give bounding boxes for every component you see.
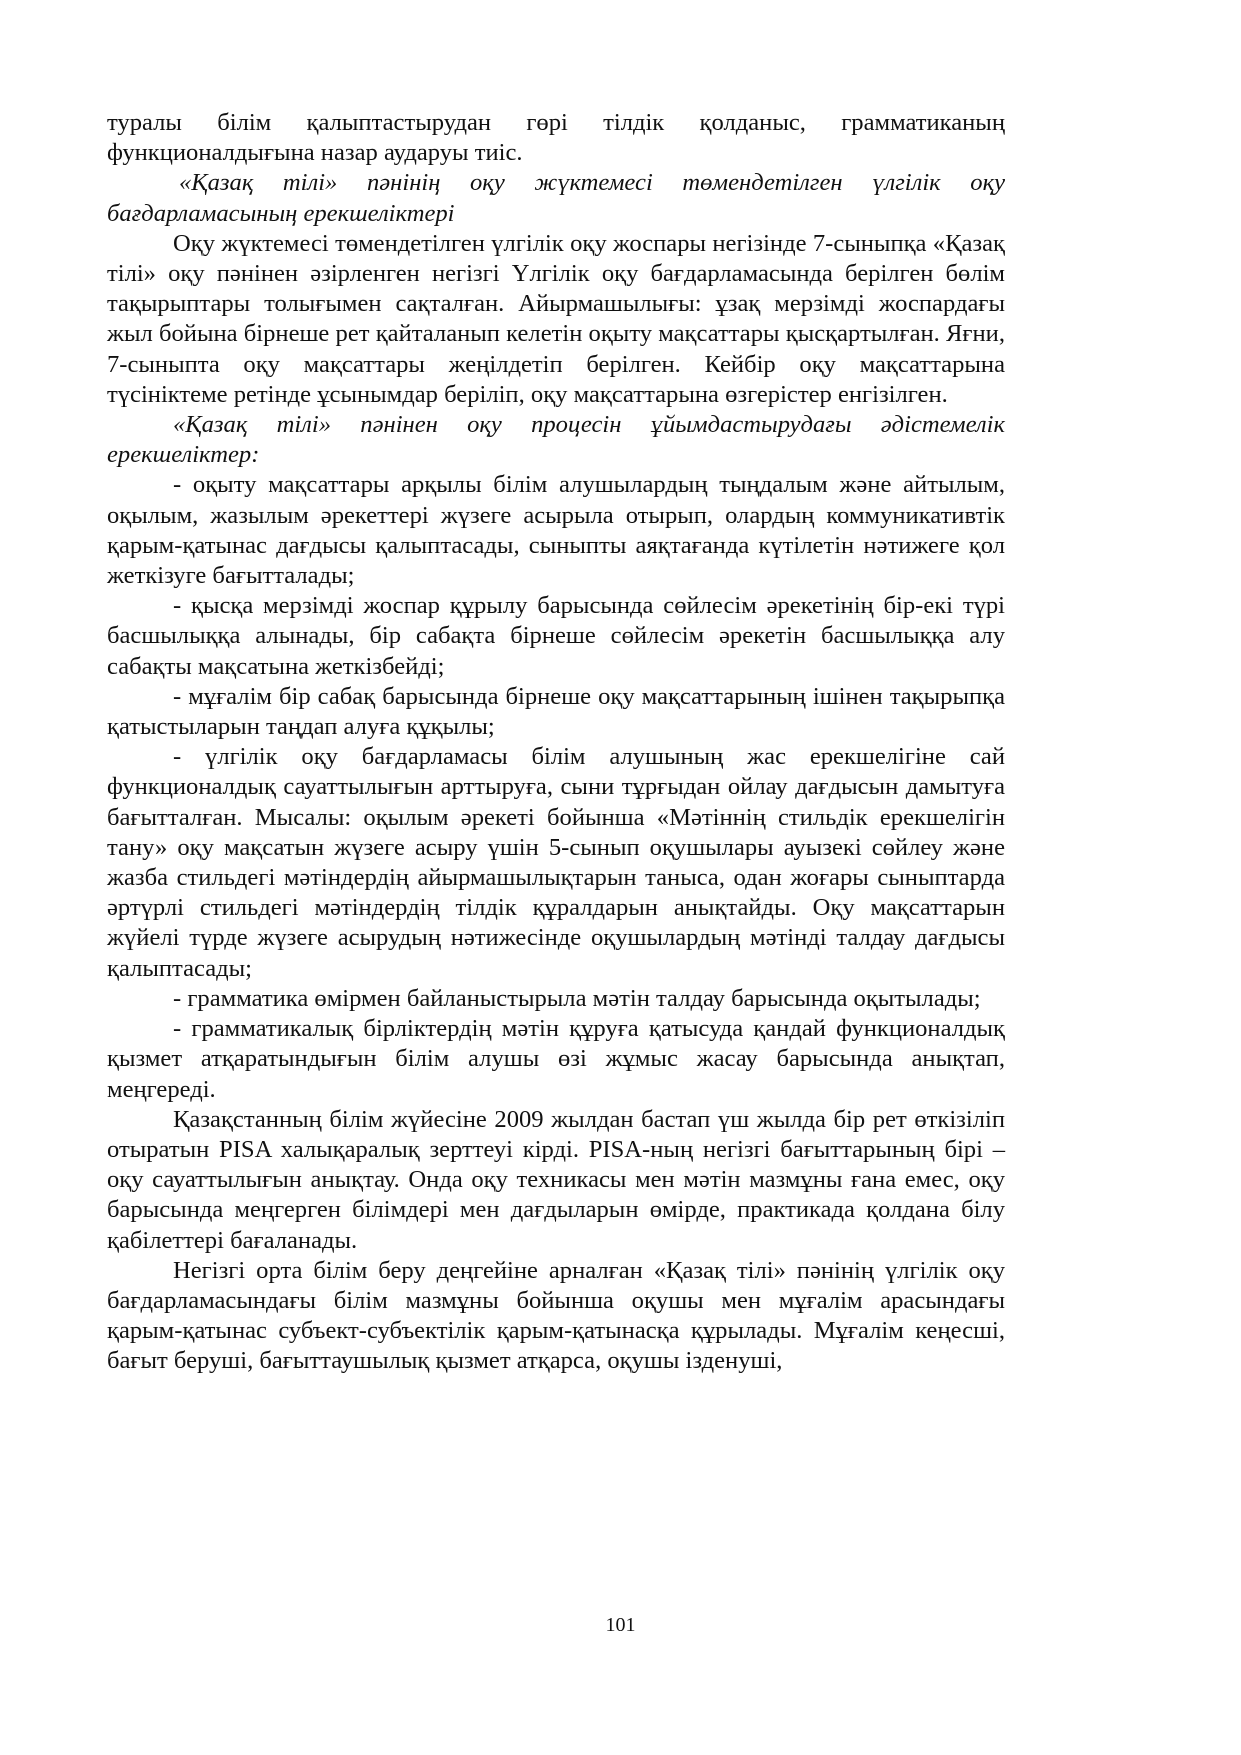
list-item-short-term-plan: - қысқа мерзімді жоспар құрылу барысында сөйлесім әрекетінің бір-екі түрі басшылыққа алынады, бір сабақта бірнеше сөйлесім әрекетін басшылыққа алу сабақты мақсатына жеткізбейді;: [107, 592, 1005, 680]
list-item-learning-objectives: - оқыту мақсаттары арқылы білім алушылардың тыңдалым және айтылым, оқылым, жазылым әрекеттері жүзеге асырыла отырып, олардың коммуникативтік қарым-қатынас дағдысы қалыптасады, сыныпты аяқтағанда күтілетін нәтижеге қол жеткізуге бағытталады;: [107, 471, 1005, 590]
paragraph-subject-relations: Негізгі орта білім беру деңгейіне арналған «Қазақ тілі» пәнінің үлгілік оқу бағдарламасындағы білім мазмұны бойынша оқушы мен мұғалім арасындағы қарым-қатынас субъект-субъектілік қарым-қатынасқа құрылады. Мұғалім кеңесші, бағыт беруші, бағыттаушылық қызмет атқарса, оқушы ізденуші,: [107, 1256, 1005, 1375]
list-item-functional-literacy: - үлгілік оқу бағдарламасы білім алушының жас ерекшелігіне сай функционалдық сауаттылығын арттыруға, сыни тұрғыдан ойлау дағдысын дамытуға бағытталған. Мысалы: оқылым әрекеті бойынша «Мәтіннің стильдік ерекшелігін тану» оқу мақсатын жүзеге асыру үшін 5-сынып оқушылары ауызекі сөйлеу және жазба стильдегі мәтіндердің айырмашылықтарын таныса, одан жоғары сыныптарда әртүрлі стильдегі мәтіндердің тілдік құралдарын анықтайды. Оқу мақсаттарын жүйелі түрде жүзеге асырудың нәтижесінде оқушылардың мәтінді талдау дағдысы қалыптасады;: [107, 743, 1005, 982]
list-item-grammar-units: - грамматикалық бірліктердің мәтін құруға қатысуда қандай функционалдық қызмет атқаратындығын білім алушы өзі жұмыс жасау барысында анықтап, меңгереді.: [107, 1015, 1005, 1103]
list-item-teacher-choice: - мұғалім бір сабақ барысында бірнеше оқу мақсаттарының ішінен тақырыпқа қатыстыларын таңдап алуға құқылы;: [107, 682, 1005, 741]
section-heading-program-features: «Қазақ тілі» пәнінің оқу жүктемесі төмендетілген үлгілік оқу бағдарламасының ерекшеліктері: [107, 169, 1005, 227]
paragraph-continuation: туралы білім қалыптастырудан гөрі тілдік қолданыс, грамматиканың функционалдығына назар аударуы тиіс.: [107, 109, 1005, 167]
page-number: 101: [605, 1614, 636, 1636]
list-item-grammar-life: - грамматика өмірмен байланыстырыла мәтін талдау барысында оқытылады;: [173, 984, 981, 1012]
paragraph-pisa: Қазақстанның білім жүйесіне 2009 жылдан бастап үш жылда бір рет өткізіліп отыратын PISA халықаралық зерттеуі кірді. PISA-ның негізгі бағыттарының бірі – оқу сауаттылығын анықтау. Онда оқу техникасы мен мәтін мазмұны ғана емес, оқу барысында меңгерген білімдері мен дағдыларын өмірде, практикада қолдана білу қабілеттері бағаланады.: [107, 1105, 1005, 1254]
paragraph-reduced-load-plan: Оқу жүктемесі төмендетілген үлгілік оқу жоспары негізінде 7-сыныпқа «Қазақ тілі» оқу пәнінен әзірленген негізгі Үлгілік оқу бағдарламасында берілген бөлім тақырыптары толығымен сақталған. Айырмашылығы: ұзақ мерзімді жоспардағы жыл бойына бірнеше рет қайталанып келетін оқыту мақсаттары қысқартылған. Яғни, 7-сыныпта оқу мақсаттары жеңілдетіп берілген. Кейбір оқу мақсаттарына түсініктеме ретінде ұсынымдар беріліп, оқу мақсаттарына өзгерістер енгізілген.: [107, 229, 1005, 408]
section-heading-methodological-features: «Қазақ тілі» пәнінен оқу процесін ұйымдастырудағы әдістемелік ерекшеліктер:: [107, 411, 1005, 469]
document-page: [107, 108, 1005, 1377]
